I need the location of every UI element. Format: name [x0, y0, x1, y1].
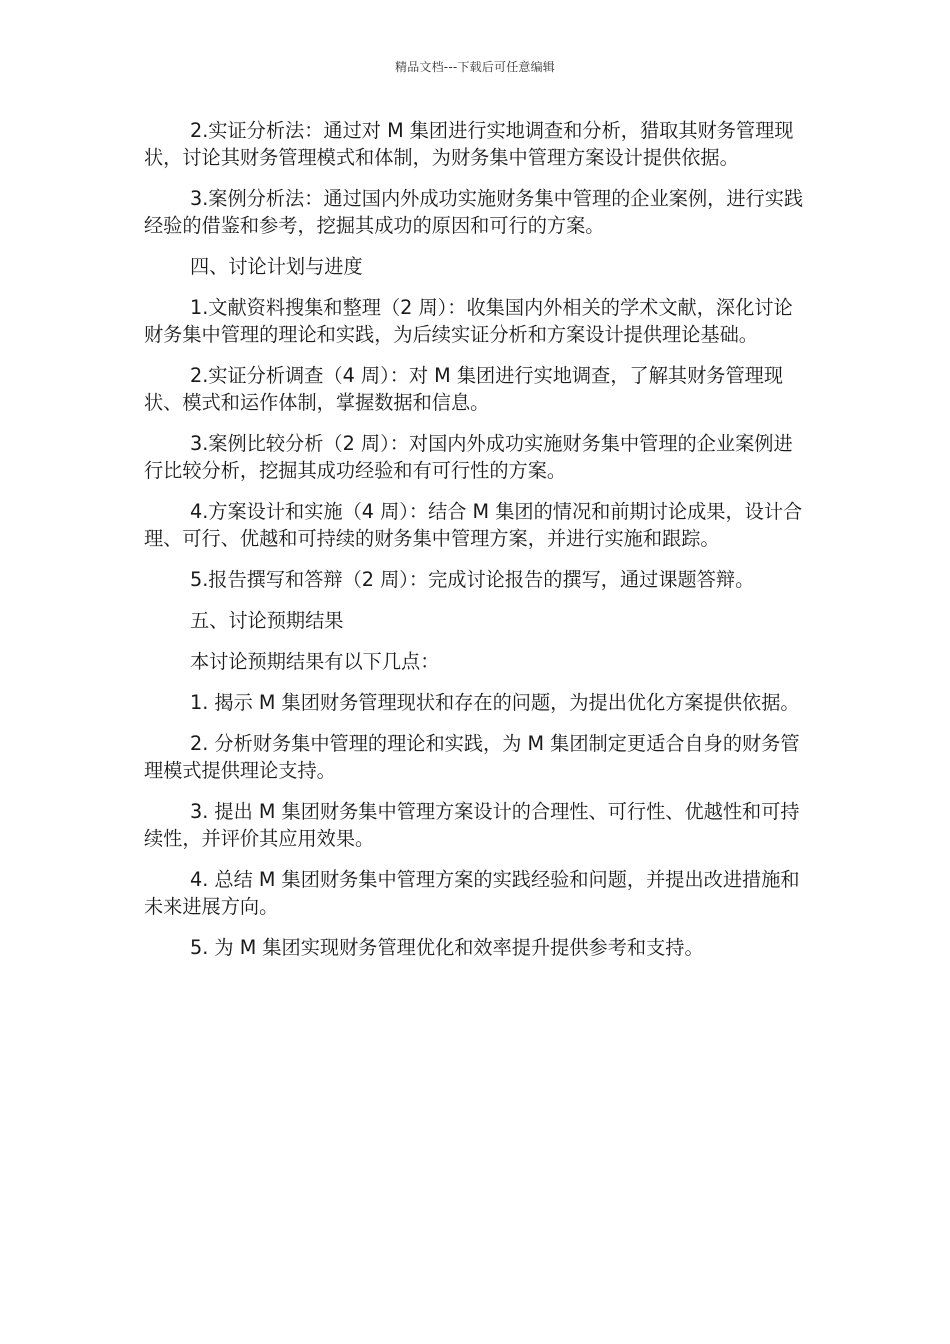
results-intro: 本讨论预期结果有以下几点： [190, 650, 440, 673]
plan-item-3: 3.案例比较分析（2 周）：对国内外成功实施财务集中管理的企业案例进行比较分析，挖掘其成功经验和有可行性的方案。 [144, 432, 793, 482]
result-item-4: 4. 总结 M 集团财务集中管理方案的实践经验和问题，并提出改进措施和未来进展方向。 [144, 868, 800, 918]
plan-item-5: 5.报告撰写和答辩（2 周）：完成讨论报告的撰写，通过课题答辩。 [190, 568, 755, 591]
section-4-heading: 四、讨论计划与进度 [190, 255, 363, 278]
document-body [144, 117, 808, 975]
page-header: 精品文档---下载后可任意编辑 [395, 60, 555, 74]
result-item-1: 1. 揭示 M 集团财务管理现状和存在的问题，为提出优化方案提供依据。 [190, 691, 800, 714]
result-item-5: 5. 为 M 集团实现财务管理优化和效率提升提供参考和支持。 [190, 936, 704, 959]
section-5-heading: 五、讨论预期结果 [190, 609, 344, 632]
method-paragraph-3: 3.案例分析法：通过国内外成功实施财务集中管理的企业案例，进行实践经验的借鉴和参考，挖掘其成功的原因和可行的方案。 [144, 187, 804, 237]
plan-item-2: 2.实证分析调查（4 周）：对 M 集团进行实地调查，了解其财务管理现状、模式和运作体制，掌握数据和信息。 [144, 364, 784, 414]
result-item-2: 2. 分析财务集中管理的理论和实践，为 M 集团制定更适合自身的财务管理模式提供理论支持。 [144, 732, 800, 782]
plan-item-1: 1.文献资料搜集和整理（2 周）：收集国内外相关的学术文献，深化讨论财务集中管理的理论和实践，为后续实证分析和方案设计提供理论基础。 [144, 296, 793, 346]
result-item-3: 3. 提出 M 集团财务集中管理方案设计的合理性、可行性、优越性和可持续性，并评价其应用效果。 [144, 800, 800, 850]
method-paragraph-2: 2.实证分析法：通过对 M 集团进行实地调查和分析，猎取其财务管理现状，讨论其财务管理模式和体制，为财务集中管理方案设计提供依据。 [144, 119, 794, 169]
plan-item-4: 4.方案设计和实施（4 周）：结合 M 集团的情况和前期讨论成果，设计合理、可行、优越和可持续的财务集中管理方案，并进行实施和跟踪。 [144, 500, 803, 550]
